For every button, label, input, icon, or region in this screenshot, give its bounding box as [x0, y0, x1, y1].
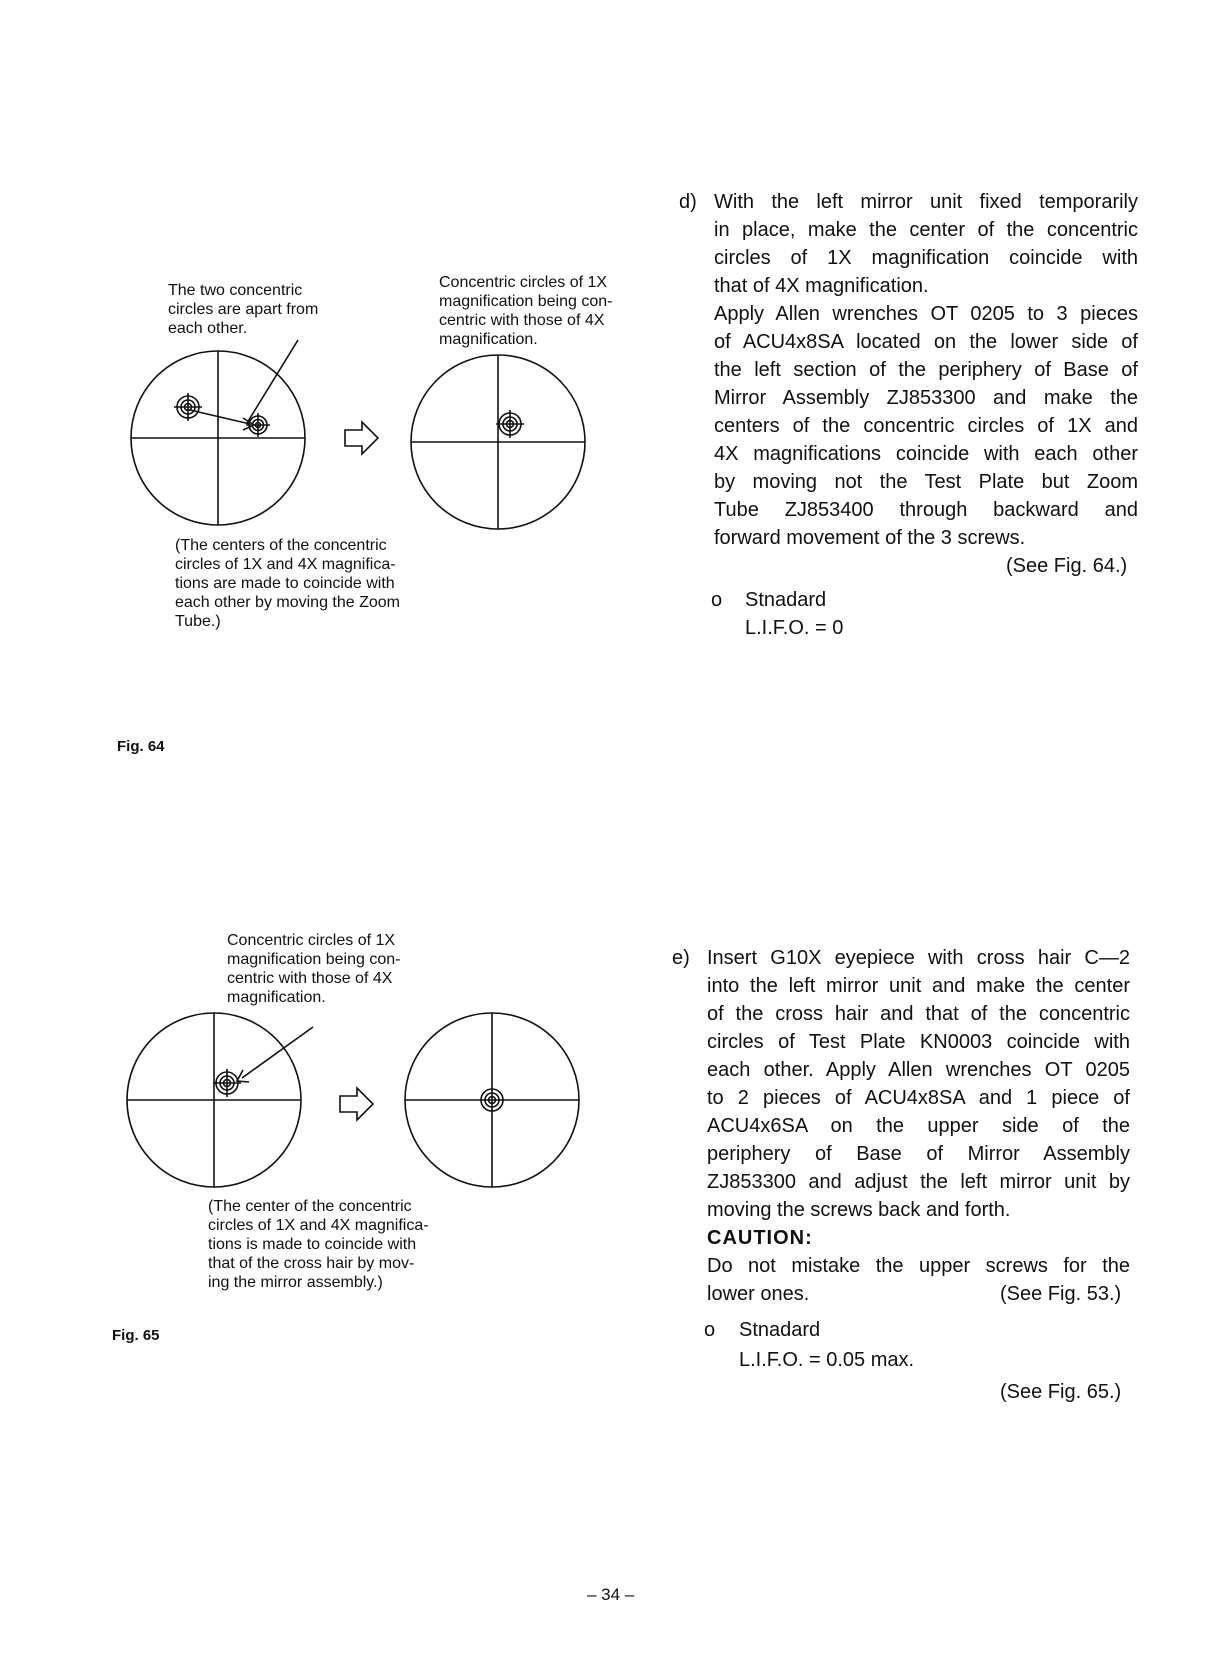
step-e-line: Insert G10X eyepiece with cross hair C—2 — [707, 947, 1130, 969]
step-d-line: 4X magnifications coincide with each other — [714, 443, 1138, 465]
step-d-line: centers of the concentric circles of 1X and — [714, 415, 1138, 437]
step-e-standard-value: L.I.F.O. = 0.05 max. — [739, 1349, 915, 1371]
step-e-line: of the cross hair and that of the concentric — [707, 1003, 1130, 1025]
step-e-text — [707, 944, 1130, 1280]
step-e-bullet: o — [704, 1319, 716, 1341]
step-e-caution-see-reference: (See Fig. 53.) — [1000, 1283, 1122, 1305]
fig64-caption-right: Concentric circles of 1X magnification being con- centric with those of 4X magnification. — [439, 274, 613, 348]
step-e-line: each other. Apply Allen wrenches OT 0205 — [707, 1059, 1130, 1081]
step-d-bullet: o — [711, 589, 723, 611]
step-e-caution-text: Do not mistake the upper screws for the — [707, 1255, 1130, 1277]
step-e-caution-text-end: lower ones. — [707, 1283, 810, 1305]
step-d-standard-label: Stnadard — [745, 589, 827, 611]
fig64-caption-bottom: (The centers of the concentric circles of 1X and 4X magnifica- tions are made to coincide with each other by moving the Zoom Tube.) — [175, 537, 401, 630]
step-d-line: With the left mirror unit fixed temporarily — [714, 191, 1138, 213]
fig64-caption-left: The two concentric circles are apart from each other. — [168, 282, 319, 337]
step-d-line: in place, make the center of the concentric — [714, 219, 1138, 241]
step-d-line: that of 4X magnification. — [714, 275, 929, 297]
step-e-marker: e) — [672, 947, 690, 969]
step-d-line: circles of 1X magnification coincide with — [714, 247, 1138, 269]
step-d-marker: d) — [679, 191, 697, 213]
step-d-line: by moving not the Test Plate but Zoom — [714, 471, 1138, 493]
step-d-line: of ACU4x8SA located on the lower side of — [714, 331, 1138, 353]
step-e-standard-label: Stnadard — [739, 1319, 821, 1341]
step-e-see-reference: (See Fig. 65.) — [1000, 1381, 1122, 1403]
step-e-line: ZJ853300 and adjust the left mirror unit by — [707, 1171, 1130, 1193]
fig64-label: Fig. 64 — [117, 738, 165, 755]
step-d-line: the left section of the periphery of Base of — [714, 359, 1138, 381]
fig65-caption-bottom: (The center of the concentric circles of 1X and 4X magnifica- tions is made to coincide with that of the cross hair by mov- ing the mirror assembly.) — [208, 1198, 429, 1291]
step-d-line: Apply Allen wrenches OT 0205 to 3 pieces — [714, 303, 1138, 325]
step-e-line: periphery of Base of Mirror Assembly — [707, 1143, 1130, 1165]
step-e-line: moving the screws back and forth. — [707, 1199, 1011, 1221]
step-d-standard-value: L.I.F.O. = 0 — [745, 617, 844, 639]
fig65-target-concentric-icon — [213, 1069, 241, 1097]
fig65-transition-arrow-icon — [340, 1088, 373, 1120]
step-e-line: to 2 pieces of ACU4x8SA and 1 piece of — [707, 1087, 1130, 1109]
fig65-label: Fig. 65 — [112, 1327, 160, 1344]
step-e-line: into the left mirror unit and make the center — [707, 975, 1130, 997]
step-d-line: forward movement of the 3 screws. — [714, 527, 1026, 549]
step-d-line: Tube ZJ853400 through backward and — [714, 499, 1138, 521]
page-number: – 34 – — [587, 1585, 635, 1604]
step-e-line: ACU4x6SA on the upper side of the — [707, 1115, 1130, 1137]
step-d-see-reference: (See Fig. 64.) — [1006, 555, 1128, 577]
step-e-line: circles of Test Plate KN0003 coincide with — [707, 1031, 1130, 1053]
step-e-caution-label: CAUTION: — [707, 1227, 813, 1249]
fig65-caption-top: Concentric circles of 1X magnification being con- centric with those of 4X magnification. — [227, 932, 401, 1006]
step-d-line: Mirror Assembly ZJ853300 and make the — [714, 387, 1138, 409]
